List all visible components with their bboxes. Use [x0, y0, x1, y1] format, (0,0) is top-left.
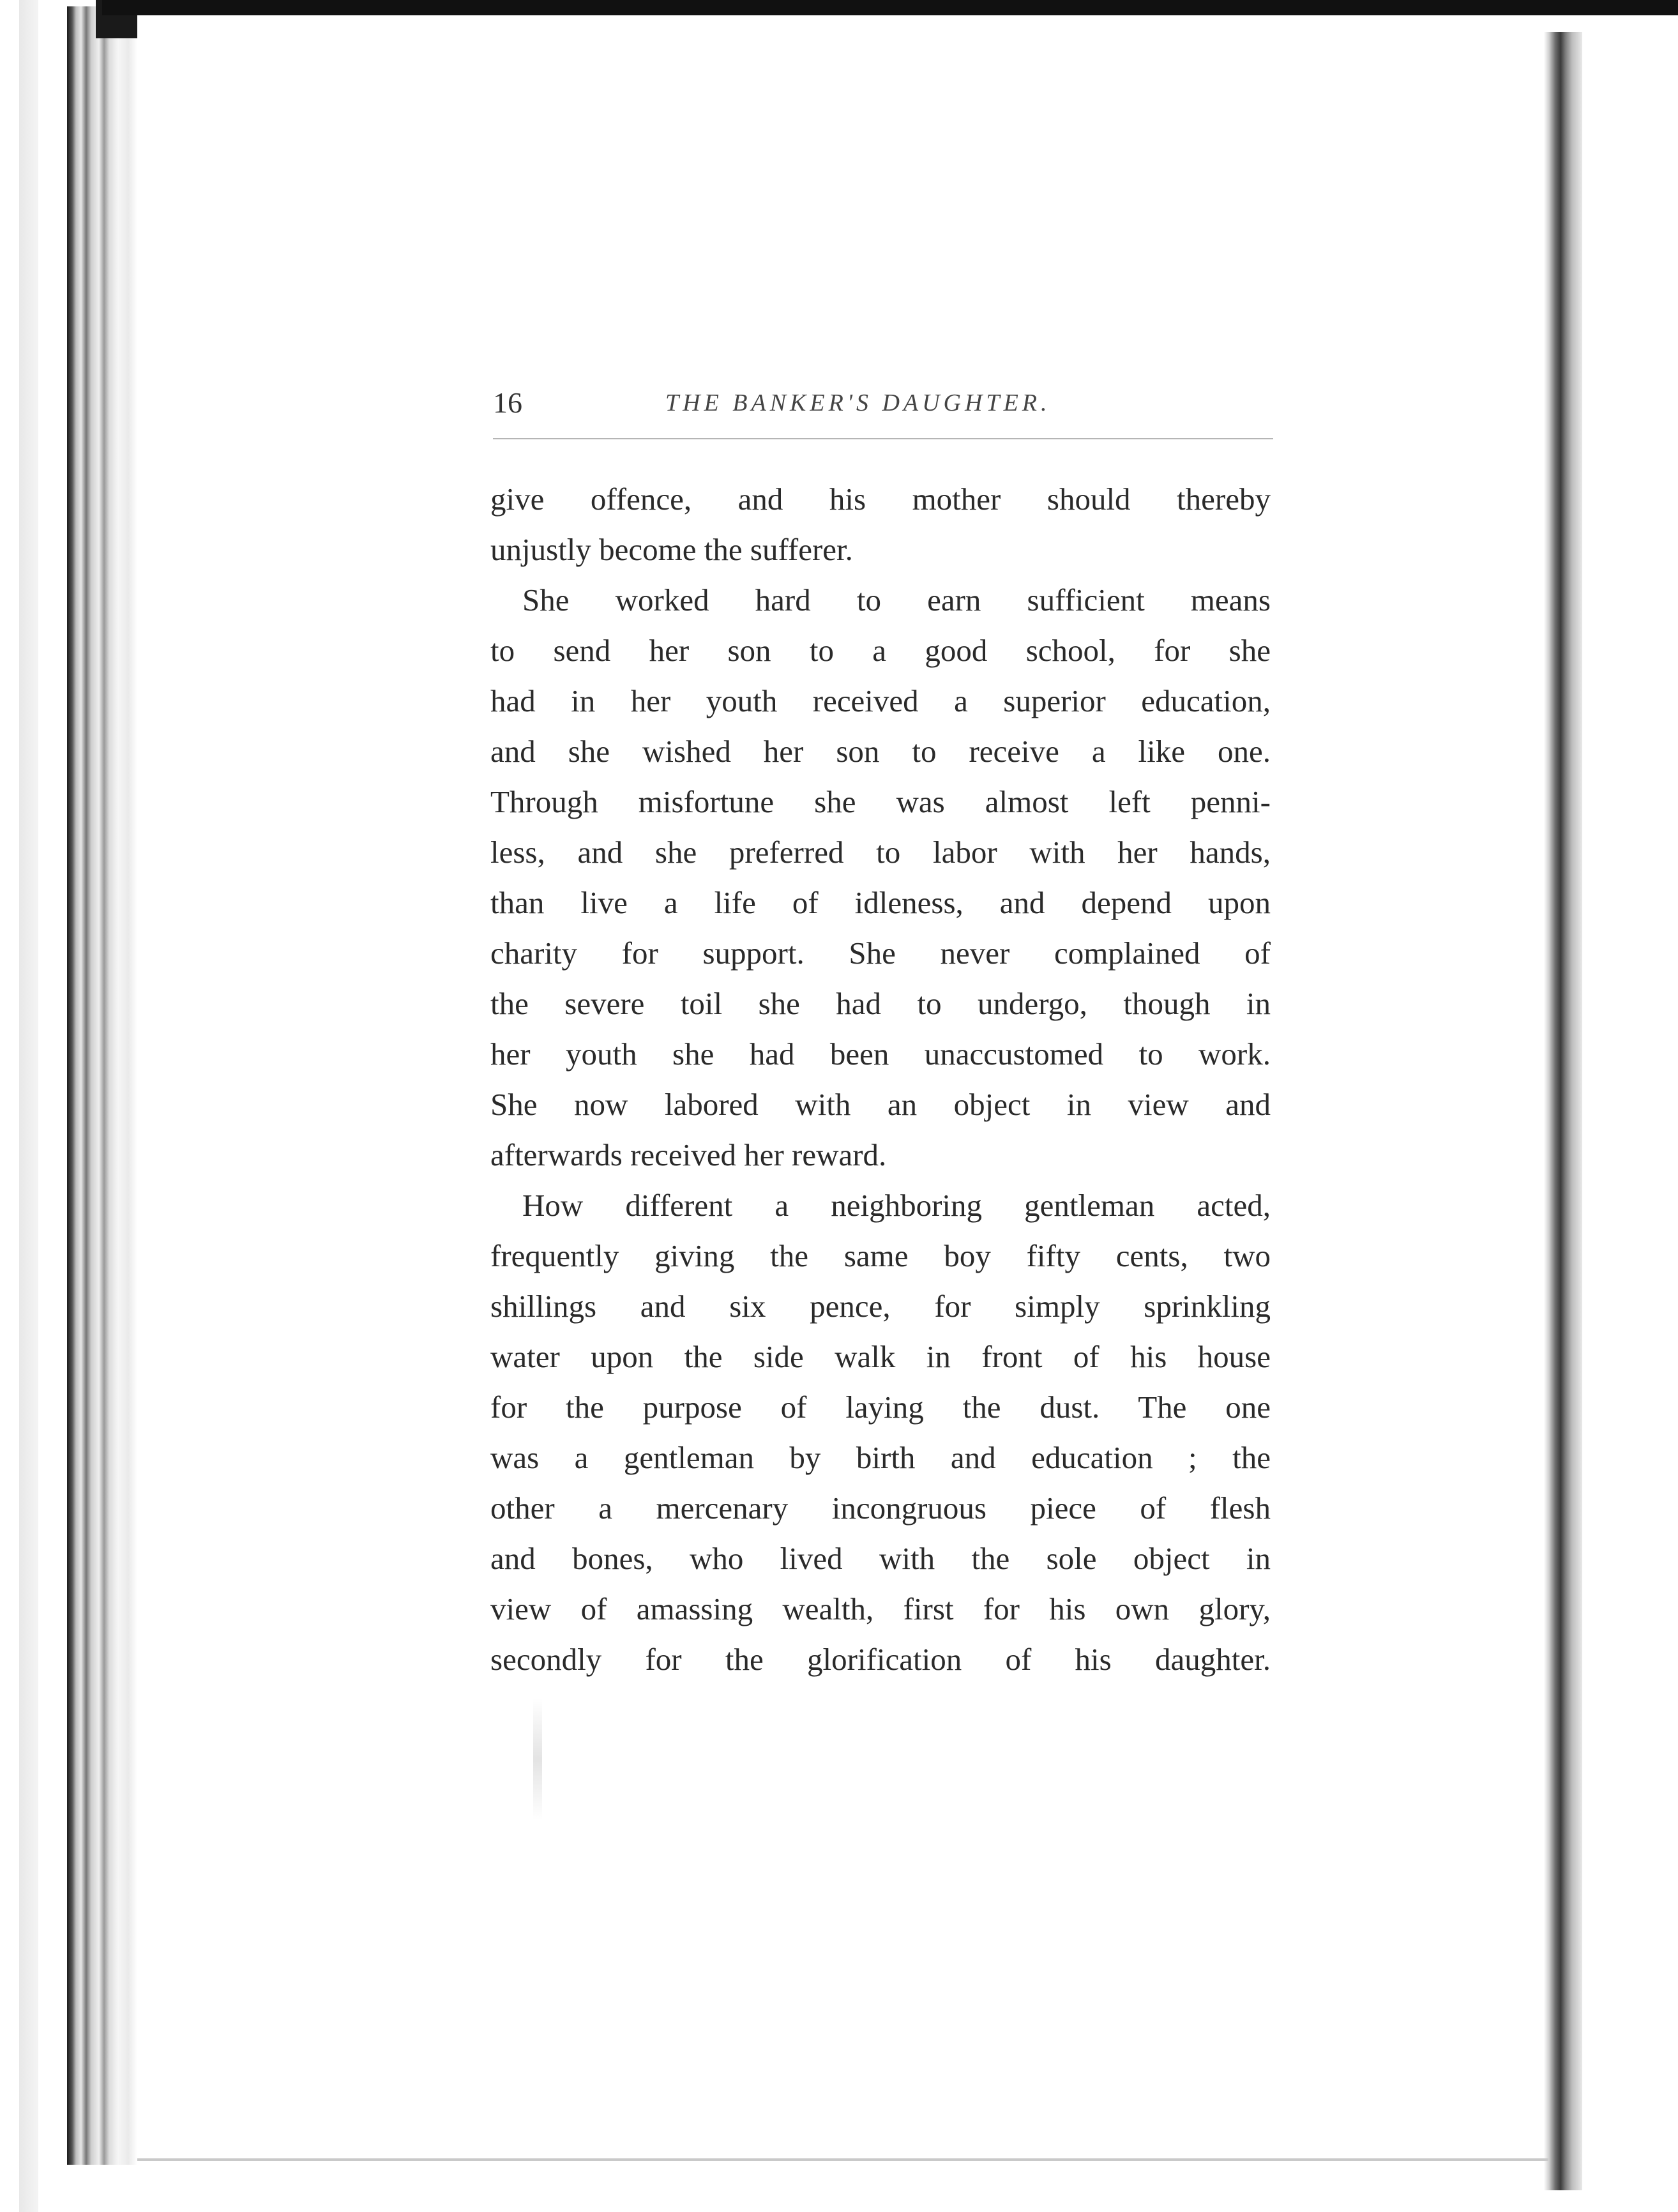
text-line: give offence, and his mother should thereby	[490, 481, 1271, 517]
text-line: view of amassing wealth, first for his own glory,	[490, 1591, 1271, 1626]
text-line: How different a neighboring gentleman acted,	[522, 1188, 1271, 1223]
text-line: her youth she had been unaccustomed to work.	[490, 1036, 1271, 1072]
scan-smudge	[533, 1699, 542, 1820]
right-page-edge	[1544, 32, 1582, 2190]
body-text	[490, 474, 1271, 1685]
text-line: the severe toil she had to undergo, though in	[490, 986, 1271, 1021]
page-number: 16	[493, 386, 522, 419]
left-page-edge	[0, 0, 38, 2212]
text-line: other a mercenary incongruous piece of flesh	[490, 1490, 1271, 1526]
text-line: She now labored with an object in view and	[490, 1087, 1271, 1122]
book-spine-shadow	[67, 6, 137, 2165]
running-head	[493, 381, 1272, 425]
text-line: afterwards received her reward.	[490, 1137, 887, 1172]
running-title: THE BANKER'S DAUGHTER.	[665, 390, 1051, 416]
header-rule	[493, 438, 1273, 439]
text-line: was a gentleman by birth and education ; the	[490, 1440, 1271, 1475]
text-line: unjustly become the sufferer.	[490, 532, 853, 567]
text-line: less, and she preferred to labor with her hands,	[490, 835, 1271, 870]
text-line: and she wished her son to receive a like one.	[490, 734, 1271, 769]
bottom-page-edge	[137, 2158, 1548, 2161]
text-line: charity for support. She never complained of	[490, 936, 1271, 971]
text-line: Through misfortune she was almost left penni-	[490, 784, 1271, 819]
text-line: water upon the side walk in front of his house	[490, 1339, 1271, 1374]
text-line: to send her son to a good school, for she	[490, 633, 1271, 668]
text-line: had in her youth received a superior education,	[490, 683, 1271, 718]
text-line: secondly for the glorification of his daughter.	[490, 1642, 1271, 1677]
top-scan-border	[102, 0, 1678, 15]
text-line: shillings and six pence, for simply sprinkling	[490, 1289, 1271, 1324]
text-line: than live a life of idleness, and depend upon	[490, 885, 1271, 920]
text-line: for the purpose of laying the dust. The one	[490, 1390, 1271, 1425]
text-line: and bones, who lived with the sole object in	[490, 1541, 1271, 1576]
text-line: She worked hard to earn sufficient means	[522, 582, 1271, 617]
text-line: frequently giving the same boy fifty cents, two	[490, 1238, 1271, 1273]
